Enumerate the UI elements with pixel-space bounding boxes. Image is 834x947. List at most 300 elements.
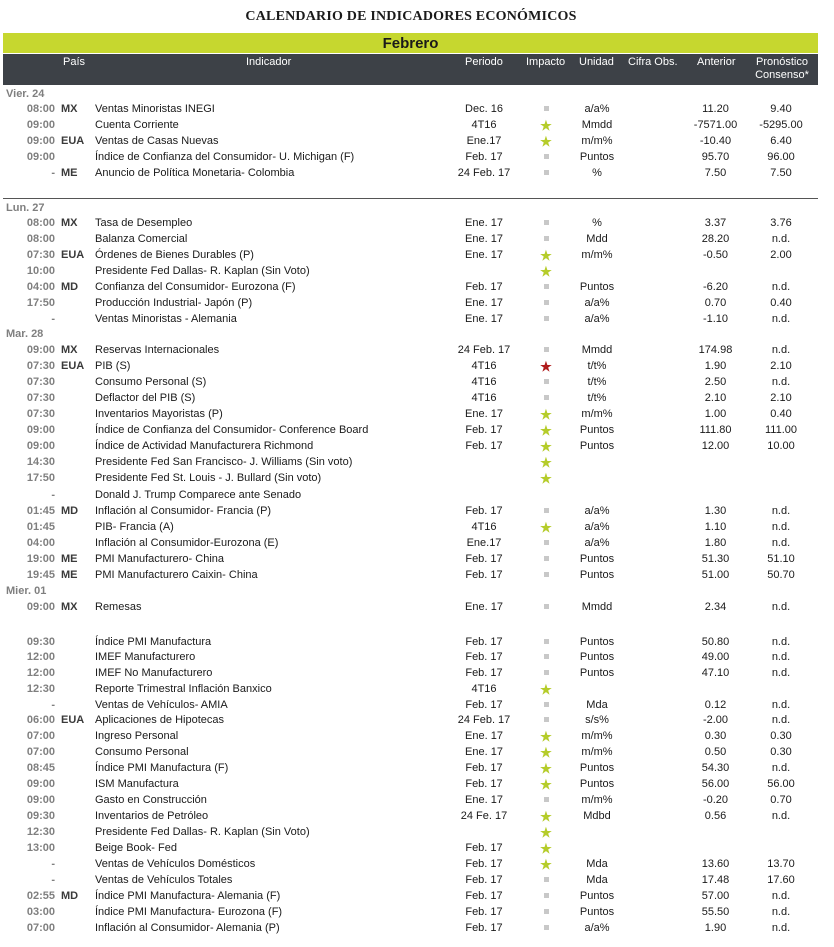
- event-previous: 95.70: [701, 151, 730, 163]
- event-indicator: Índice PMI Manufactura- Eurozona (F): [95, 906, 283, 918]
- event-previous: 0.30: [704, 730, 727, 742]
- event-period: 4T16: [471, 119, 497, 131]
- event-time: 01:45: [26, 505, 55, 517]
- event-time: 12:30: [26, 683, 55, 695]
- event-unit: %: [592, 167, 602, 179]
- table-row: [0, 488, 834, 503]
- impact-low-square-icon: [528, 232, 564, 247]
- table-row: [0, 809, 834, 824]
- header-forecast-line2: Consenso*: [755, 69, 809, 81]
- event-previous: -6.20: [702, 281, 729, 293]
- event-previous: 7.50: [704, 167, 727, 179]
- event-country: MX: [61, 103, 78, 115]
- event-indicator: Beige Book- Fed: [95, 842, 177, 854]
- event-time: 19:45: [26, 569, 55, 581]
- square-icon: [544, 347, 549, 352]
- event-indicator: Ventas de Casas Nuevas: [95, 135, 219, 147]
- event-previous: 13.60: [701, 858, 730, 870]
- table-row: [0, 713, 834, 728]
- event-indicator: Gasto en Construcción: [95, 794, 207, 806]
- event-time: -: [51, 699, 55, 711]
- star-icon: ★: [540, 248, 552, 263]
- event-indicator: Inflación al Consumidor- Francia (P): [95, 505, 272, 517]
- star-icon: ★: [540, 407, 552, 422]
- event-period: 24 Feb. 17: [457, 714, 511, 726]
- event-indicator: Presidente Fed San Francisco- J. Williams (Sin voto): [95, 456, 353, 468]
- event-period: Ene. 17: [465, 746, 503, 758]
- impact-low-square-icon: [528, 166, 564, 181]
- header-forecast-line1: Pronóstico: [756, 56, 808, 68]
- table-row: [0, 650, 834, 665]
- event-indicator: Ventas de Vehículos Totales: [95, 874, 233, 886]
- star-icon: ★: [540, 118, 552, 133]
- impact-medium-star-icon: [528, 455, 564, 472]
- event-country: MD: [61, 505, 79, 517]
- event-unit: Mdd: [586, 233, 608, 245]
- square-icon: [544, 670, 549, 675]
- event-unit: a/a%: [584, 103, 610, 115]
- event-previous: 1.90: [704, 360, 727, 372]
- event-indicator: IMEF No Manufacturero: [95, 667, 213, 679]
- event-indicator: Índice PMI Manufactura: [95, 636, 212, 648]
- day-header: [0, 584, 834, 599]
- day-label: Lun. 27: [6, 202, 45, 214]
- event-unit: a/a%: [584, 505, 610, 517]
- event-country: MD: [61, 281, 79, 293]
- event-time: 09:00: [26, 151, 55, 163]
- event-time: 08:45: [26, 762, 55, 774]
- event-unit: Mda: [586, 699, 608, 711]
- event-period: Ene. 17: [465, 730, 503, 742]
- table-row: [0, 102, 834, 117]
- day-header: [0, 87, 834, 102]
- event-period: 4T16: [471, 360, 497, 372]
- square-icon: [544, 893, 549, 898]
- header-unit: Unidad: [579, 56, 614, 68]
- header-indicator: Indicador: [246, 56, 292, 68]
- square-icon: [544, 284, 549, 289]
- event-period: Feb. 17: [465, 636, 503, 648]
- event-previous: 174.98: [698, 344, 733, 356]
- event-previous: 2.34: [704, 601, 727, 613]
- event-country: EUA: [61, 360, 85, 372]
- star-icon: ★: [540, 857, 552, 872]
- event-indicator: Reporte Trimestral Inflación Banxico: [95, 683, 272, 695]
- table-row: [0, 423, 834, 438]
- impact-low-square-icon: [528, 375, 564, 390]
- header-period: Periodo: [465, 56, 503, 68]
- event-time: 07:30: [26, 360, 55, 372]
- day-label: Mar. 28: [6, 328, 44, 340]
- event-forecast: 50.70: [767, 569, 795, 581]
- event-indicator: IMEF Manufacturero: [95, 651, 196, 663]
- square-icon: [544, 379, 549, 384]
- impact-medium-star-icon: [528, 761, 564, 778]
- table-row: [0, 248, 834, 263]
- table-row: [0, 166, 834, 181]
- event-forecast: n.d.: [771, 906, 791, 918]
- square-icon: [544, 540, 549, 545]
- table-row: [0, 682, 834, 697]
- event-indicator: PIB (S): [95, 360, 131, 372]
- event-previous: 51.00: [701, 569, 730, 581]
- event-time: 14:30: [26, 456, 55, 468]
- square-icon: [544, 639, 549, 644]
- event-unit: Mda: [586, 874, 608, 886]
- event-period: Ene. 17: [465, 249, 503, 261]
- table-row: [0, 232, 834, 247]
- event-unit: Puntos: [579, 151, 615, 163]
- star-icon: ★: [540, 359, 552, 374]
- event-time: 09:00: [26, 135, 55, 147]
- star-icon: ★: [540, 439, 552, 454]
- event-indicator: Inflación al Consumidor- Alemania (P): [95, 922, 280, 934]
- event-period: Feb. 17: [465, 505, 503, 517]
- event-unit: m/m%: [581, 249, 613, 261]
- square-icon: [544, 106, 549, 111]
- event-period: Feb. 17: [465, 858, 503, 870]
- star-icon: ★: [540, 745, 552, 760]
- impact-high-star-icon: [528, 359, 564, 376]
- event-time: 19:00: [26, 553, 55, 565]
- event-period: Ene. 17: [465, 408, 503, 420]
- event-forecast: n.d.: [771, 699, 791, 711]
- event-country: MX: [61, 344, 78, 356]
- event-previous: 28.20: [701, 233, 730, 245]
- event-time: 09:00: [26, 424, 55, 436]
- event-time: 09:00: [26, 344, 55, 356]
- event-time: 08:00: [26, 233, 55, 245]
- event-unit: Puntos: [579, 281, 615, 293]
- square-icon: [544, 170, 549, 175]
- square-icon: [544, 909, 549, 914]
- table-row: [0, 777, 834, 792]
- event-time: 09:30: [26, 810, 55, 822]
- event-time: 09:00: [26, 440, 55, 452]
- page-title: CALENDARIO DE INDICADORES ECONÓMICOS: [245, 9, 577, 24]
- event-indicator: Consumo Personal: [95, 746, 189, 758]
- impact-low-square-icon: [528, 150, 564, 165]
- table-row: [0, 504, 834, 519]
- event-period: 24 Feb. 17: [457, 344, 511, 356]
- event-indicator: Índice PMI Manufactura- Alemania (F): [95, 890, 281, 902]
- impact-low-square-icon: [528, 698, 564, 713]
- day-label: Vier. 24: [6, 88, 45, 100]
- table-row: [0, 793, 834, 808]
- event-previous: -0.50: [702, 249, 729, 261]
- event-period: Ene.17: [466, 135, 502, 147]
- event-forecast: -5295.00: [759, 119, 803, 131]
- table-row: [0, 280, 834, 295]
- impact-low-square-icon: [528, 666, 564, 681]
- star-icon: ★: [540, 841, 552, 856]
- event-forecast: n.d.: [771, 667, 791, 679]
- month-band: Febrero: [3, 33, 818, 53]
- star-icon: ★: [540, 423, 552, 438]
- event-period: 24 Fe. 17: [460, 810, 508, 822]
- event-previous: 51.30: [701, 553, 730, 565]
- table-row: [0, 873, 834, 888]
- event-forecast: 96.00: [767, 151, 795, 163]
- event-country: MX: [61, 217, 78, 229]
- event-previous: -7571.00: [693, 119, 738, 131]
- event-forecast: n.d.: [771, 537, 791, 549]
- event-forecast: n.d.: [771, 890, 791, 902]
- header-observed: Cifra Obs.: [628, 56, 678, 68]
- event-forecast: 51.10: [767, 553, 795, 565]
- event-period: Feb. 17: [465, 440, 503, 452]
- table-row: [0, 825, 834, 840]
- event-period: 4T16: [471, 392, 497, 404]
- table-row: [0, 520, 834, 535]
- event-period: Feb. 17: [465, 906, 503, 918]
- impact-medium-star-icon: [528, 248, 564, 265]
- event-forecast: n.d.: [771, 376, 791, 388]
- table-row: [0, 471, 834, 486]
- event-forecast: 0.30: [770, 730, 792, 742]
- event-period: Ene. 17: [465, 313, 503, 325]
- table-row: [0, 216, 834, 231]
- event-time: 07:30: [26, 408, 55, 420]
- table-row: [0, 118, 834, 133]
- event-time: 08:00: [26, 103, 55, 115]
- event-time: 10:00: [26, 265, 55, 277]
- event-period: Ene. 17: [465, 601, 503, 613]
- star-icon: ★: [540, 761, 552, 776]
- table-row: [0, 150, 834, 165]
- event-unit: Puntos: [579, 553, 615, 565]
- impact-medium-star-icon: [528, 407, 564, 424]
- event-time: 12:00: [26, 651, 55, 663]
- event-time: -: [51, 313, 55, 325]
- event-unit: Puntos: [579, 778, 615, 790]
- header-previous: Anterior: [697, 56, 736, 68]
- event-forecast: n.d.: [771, 313, 791, 325]
- impact-low-square-icon: [528, 568, 564, 583]
- event-time: 03:00: [26, 906, 55, 918]
- event-time: 12:00: [26, 667, 55, 679]
- event-forecast: n.d.: [771, 233, 791, 245]
- event-time: 09:00: [26, 794, 55, 806]
- square-icon: [544, 220, 549, 225]
- event-indicator: Índice de Confianza del Consumidor- Conference Board: [95, 424, 369, 436]
- event-indicator: Ventas de Vehículos- AMIA: [95, 699, 228, 711]
- impact-low-square-icon: [528, 343, 564, 358]
- event-previous: 55.50: [701, 906, 730, 918]
- event-unit: m/m%: [581, 746, 613, 758]
- event-previous: 0.50: [704, 746, 727, 758]
- event-forecast: 2.00: [770, 249, 792, 261]
- event-forecast: n.d.: [771, 281, 791, 293]
- event-period: Feb. 17: [465, 151, 503, 163]
- event-indicator: Índice de Confianza del Consumidor- U. Michigan (F): [95, 151, 355, 163]
- event-indicator: Inflación al Consumidor-Eurozona (E): [95, 537, 279, 549]
- star-icon: ★: [540, 825, 552, 840]
- impact-medium-star-icon: [528, 423, 564, 440]
- event-indicator: Balanza Comercial: [95, 233, 188, 245]
- event-previous: 12.00: [701, 440, 730, 452]
- event-time: 08:00: [26, 217, 55, 229]
- event-time: 12:30: [26, 826, 55, 838]
- event-country: EUA: [61, 249, 85, 261]
- square-icon: [544, 702, 549, 707]
- event-period: 4T16: [471, 683, 497, 695]
- impact-medium-star-icon: [528, 825, 564, 842]
- event-forecast: n.d.: [771, 505, 791, 517]
- event-indicator: Ventas Minoristas - Alemania: [95, 313, 237, 325]
- event-time: 04:00: [26, 281, 55, 293]
- event-indicator: PMI Manufacturero Caixin- China: [95, 569, 258, 581]
- event-period: Feb. 17: [465, 651, 503, 663]
- event-previous: 1.10: [704, 521, 727, 533]
- event-forecast: n.d.: [771, 636, 791, 648]
- event-previous: 0.56: [704, 810, 727, 822]
- event-unit: s/s%: [585, 714, 609, 726]
- event-forecast: n.d.: [771, 922, 791, 934]
- table-row: [0, 666, 834, 681]
- table-row: [0, 296, 834, 311]
- event-time: -: [51, 167, 55, 179]
- event-period: Ene. 17: [465, 794, 503, 806]
- event-unit: a/a%: [584, 537, 610, 549]
- impact-medium-star-icon: [528, 118, 564, 135]
- impact-low-square-icon: [528, 216, 564, 231]
- event-indicator: Ingreso Personal: [95, 730, 179, 742]
- event-unit: Puntos: [579, 569, 615, 581]
- square-icon: [544, 300, 549, 305]
- event-unit: Puntos: [579, 636, 615, 648]
- impact-low-square-icon: [528, 312, 564, 327]
- table-row: [0, 841, 834, 856]
- impact-low-square-icon: [528, 280, 564, 295]
- event-forecast: 3.76: [770, 217, 792, 229]
- event-time: -: [51, 874, 55, 886]
- impact-low-square-icon: [528, 296, 564, 311]
- square-icon: [544, 877, 549, 882]
- header-country: País: [63, 56, 86, 68]
- event-period: Feb. 17: [465, 778, 503, 790]
- table-row: [0, 635, 834, 650]
- event-forecast: n.d.: [771, 344, 791, 356]
- impact-low-square-icon: [528, 873, 564, 888]
- event-indicator: Cuenta Corriente: [95, 119, 179, 131]
- event-previous: 111.80: [699, 424, 732, 436]
- event-indicator: Presidente Fed St. Louis - J. Bullard (Sin voto): [95, 472, 322, 484]
- event-previous: 49.00: [701, 651, 730, 663]
- event-previous: 56.00: [701, 778, 730, 790]
- event-previous: 54.30: [701, 762, 730, 774]
- event-time: -: [51, 489, 55, 501]
- event-time: 07:30: [26, 376, 55, 388]
- event-forecast: 2.10: [770, 360, 792, 372]
- table-row: [0, 889, 834, 904]
- event-indicator: PMI Manufacturero- China: [95, 553, 224, 565]
- impact-low-square-icon: [528, 600, 564, 615]
- event-previous: 57.00: [701, 890, 730, 902]
- impact-low-square-icon: [528, 552, 564, 567]
- event-time: 07:00: [26, 746, 55, 758]
- impact-medium-star-icon: [528, 682, 564, 699]
- event-country: MD: [61, 890, 79, 902]
- event-indicator: Deflactor del PIB (S): [95, 392, 196, 404]
- day-separator: [3, 198, 818, 199]
- event-unit: %: [592, 217, 602, 229]
- event-previous: -1.10: [702, 313, 729, 325]
- impact-low-square-icon: [528, 391, 564, 406]
- star-icon: ★: [540, 471, 552, 486]
- event-previous: 1.30: [704, 505, 727, 517]
- table-row: [0, 343, 834, 358]
- event-time: 09:30: [26, 636, 55, 648]
- table-row: [0, 905, 834, 920]
- event-unit: Puntos: [579, 667, 615, 679]
- impact-low-square-icon: [528, 102, 564, 117]
- table-header: [3, 54, 818, 85]
- event-time: 17:50: [26, 472, 55, 484]
- day-label: Mier. 01: [6, 585, 47, 597]
- event-period: Feb. 17: [465, 667, 503, 679]
- event-period: Feb. 17: [465, 890, 503, 902]
- event-forecast: 0.40: [770, 297, 792, 309]
- event-forecast: n.d.: [771, 810, 791, 822]
- event-indicator: Remesas: [95, 601, 142, 613]
- event-indicator: Anuncio de Política Monetaria- Colombia: [95, 167, 295, 179]
- event-indicator: Presidente Fed Dallas- R. Kaplan (Sin Voto): [95, 826, 310, 838]
- event-time: 07:30: [26, 392, 55, 404]
- event-period: Feb. 17: [465, 424, 503, 436]
- event-forecast: n.d.: [771, 651, 791, 663]
- event-period: Feb. 17: [465, 874, 503, 886]
- event-time: 09:00: [26, 778, 55, 790]
- table-row: [0, 729, 834, 744]
- event-indicator: Producción Industrial- Japón (P): [95, 297, 253, 309]
- event-period: Feb. 17: [465, 922, 503, 934]
- event-forecast: 13.70: [767, 858, 795, 870]
- star-icon: ★: [540, 777, 552, 792]
- event-period: Ene.17: [466, 537, 502, 549]
- event-time: -: [51, 858, 55, 870]
- event-period: Feb. 17: [465, 553, 503, 565]
- event-indicator: Aplicaciones de Hipotecas: [95, 714, 225, 726]
- square-icon: [544, 925, 549, 930]
- impact-medium-star-icon: [528, 134, 564, 151]
- event-forecast: 10.00: [767, 440, 795, 452]
- event-forecast: n.d.: [771, 521, 791, 533]
- event-forecast: n.d.: [771, 714, 791, 726]
- table-row: [0, 264, 834, 279]
- impact-medium-star-icon: [528, 745, 564, 762]
- impact-medium-star-icon: [528, 841, 564, 858]
- event-unit: a/a%: [584, 297, 610, 309]
- event-previous: 2.50: [704, 376, 727, 388]
- square-icon: [544, 508, 549, 513]
- star-icon: ★: [540, 455, 552, 470]
- table-row: [0, 761, 834, 776]
- star-icon: ★: [540, 682, 552, 697]
- event-indicator: Inventarios de Petróleo: [95, 810, 209, 822]
- impact-medium-star-icon: [528, 439, 564, 456]
- table-row: [0, 439, 834, 454]
- event-unit: a/a%: [584, 313, 610, 325]
- impact-medium-star-icon: [528, 264, 564, 281]
- square-icon: [544, 316, 549, 321]
- event-indicator: Tasa de Desempleo: [95, 217, 193, 229]
- event-period: Feb. 17: [465, 569, 503, 581]
- event-time: 06:00: [26, 714, 55, 726]
- event-unit: Puntos: [579, 440, 615, 452]
- event-period: Ene. 17: [465, 297, 503, 309]
- event-time: 04:00: [26, 537, 55, 549]
